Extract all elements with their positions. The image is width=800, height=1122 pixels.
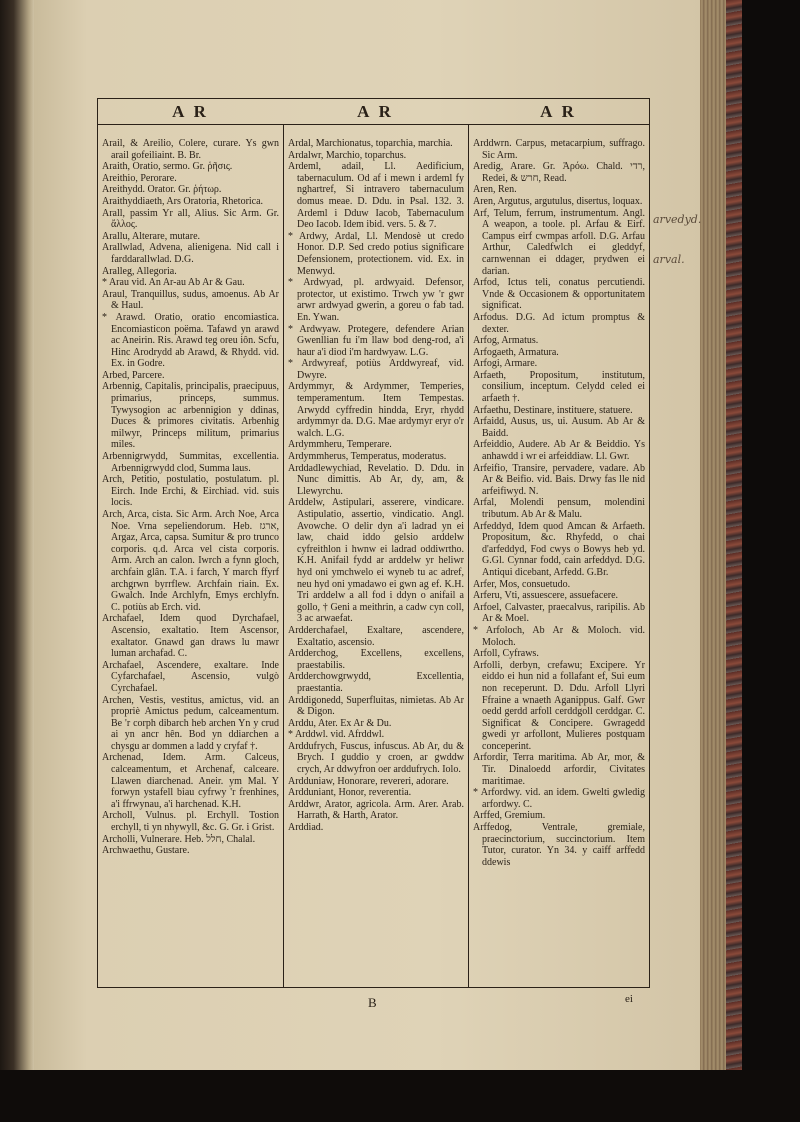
marbled-edge (726, 0, 742, 1070)
dictionary-entry: * Arfordwy. vid. an idem. Gwelti gwledig arfordwy. C. (473, 787, 645, 810)
dictionary-entry: Ardduniaw, Honorare, revereri, adorare. (288, 775, 449, 787)
dictionary-entry: Ardderchog, Excellens, excellens, praestabilis. (288, 648, 464, 671)
dictionary-entry: * Arau vid. An Ar-au Ab Ar & Gau. (102, 277, 245, 289)
dictionary-entry: Arfogi, Armare. (473, 358, 538, 370)
dictionary-entry: Archolli, Vulnerare. Heb. חלל, Chalal. (102, 833, 256, 845)
dictionary-entry: Ardeml, adail, Ll. Aedificium, tabernaculum. Od af i mewn i ardeml fy nghartref, Si intravero tabernaculum domus meae. D. Ddu. in Psal. 132. 3. Ardeml i Dduw Iacob, Tabernaculum Deo Iacob. Idem ibid. vers. 5. & 7. (288, 161, 464, 231)
dictionary-entry: Areithydd. Orator. Gr. ῥήτωρ. (102, 184, 222, 196)
margin-note: arvedyd. (653, 213, 702, 226)
margin-note: arval. (653, 253, 685, 266)
dictionary-entry: Ardymmherus, Temperatus, moderatus. (288, 451, 447, 463)
dictionary-entry: Arfolli, derbyn, crefawu; Excipere. Yr eiddo ei hun nid a follafant ef, Sui eum non receperunt. D. Ddu. Arfoll Llyri Ffraine a wnaeth Aganippus. Galf. Gwr oedd gerdd arfoll cerddgoll cerddgar. C. Significat & Concipere. Gwragedd gwedi yr arfollont, Mulieres postquam conceperint. (473, 659, 645, 752)
dictionary-column-1 (98, 126, 283, 983)
dictionary-entry: Arch, Petitio, postulatio, postulatum. pl. Eirch. Inde Erchi, & Eirchiad. vid. suis locis. (102, 474, 279, 509)
dictionary-entry: Ardal, Marchionatus, toparchia, marchia. (288, 138, 453, 149)
header-rule (98, 124, 649, 125)
dictionary-entry: Aralleg, Allegoria. (102, 265, 177, 277)
dictionary-entry: Arddufrych, Fuscus, infuscus. Ab Ar, du & Brych. I guddio y croen, ar gwddw crych, Ar ddwyfron oer arddufrych. Iolo. (288, 740, 464, 776)
dictionary-entry: Arfal, Molendi pensum, molendini tributum. Ab Ar & Malu. (473, 497, 645, 520)
dictionary-entry: Aredig, Arare. Gr. Ἀρόω. Chald. רדי, Redei, & חרש, Read. (473, 161, 645, 184)
dictionary-entry: Arddu, Ater. Ex Ar & Du. (288, 717, 392, 729)
dictionary-entry: Archoll, Vulnus. pl. Erchyll. Tostion erchyll, ti yn nhywyll, &c. G. Gr. i Grist. (102, 810, 279, 834)
signature-mark: B (368, 995, 377, 1010)
dictionary-entry: Arbennigrwydd, Summitas, excellentia. Arbennigrwydd clod, Summa laus. (102, 451, 279, 474)
dictionary-entry: Archenad, Idem. Arm. Calceus, calceamentum, et Archenaf, calceare. Llawen diarchenad. Aneir. ym Mal. Y forwyn ystafell biau cyfrwy 'r frenhines, a'i ffrwynau, a'i harchenad. K.H. (102, 752, 279, 810)
dictionary-entry: Arfogaeth, Armatura. (473, 346, 559, 358)
dictionary-entry: Archafael, Ascendere, exaltare. Inde Cyfarchafael, Ascensio, vulgò Cyrchafael. (102, 659, 279, 694)
dictionary-entry: Areithio, Perorare. (102, 172, 177, 184)
text-frame (97, 98, 650, 988)
dictionary-entry: Arallu, Alterare, mutare. (102, 230, 201, 242)
dictionary-entry: Araith, Oratio, sermo. Gr. ῥῆσις. (102, 161, 233, 173)
dictionary-entry: Araul, Tranquillus, sudus, amoenus. Ab Ar & Haul. (102, 288, 279, 312)
dictionary-entry: Arfaeth, Propositum, institutum, consilium, inceptum. Celydd celed ei arfaeth †. (473, 369, 645, 405)
running-head-3: A R (468, 99, 649, 125)
dictionary-entry: * Ardwyaw. Protegere, defendere Arian Gwenllian fu i'm llaw bod deng-rod, a'i haur a'i diod i'm hardwyaw. L.G. (288, 323, 464, 358)
dictionary-column-3 (469, 126, 649, 983)
dictionary-entry: Arddiad. (288, 822, 324, 834)
dictionary-entry: Arfaethu, Destinare, instituere, statuere. (473, 404, 633, 416)
dictionary-entry: Ardymmheru, Temperare. (288, 439, 392, 451)
dictionary-entry: Aren, Argutus, argutulus, disertus, loquax. (473, 195, 643, 207)
dictionary-entry: Arddigonedd, Superfluitas, nimietas. Ab Ar & Digon. (288, 694, 464, 718)
dictionary-entry: Arddwrn. Carpus, metacarpium, suffrago. Sic Arm. (473, 138, 645, 161)
dictionary-entry: Arfoel, Calvaster, praecalvus, raripilis. Ab Ar & Moel. (473, 601, 645, 625)
background-bottom (0, 1070, 800, 1122)
dictionary-entry: Arfordir, Terra maritima. Ab Ar, mor, & Tir. Dinaloedd arfordir, Civitates maritimae. (473, 752, 645, 787)
dictionary-entry: Arfodus. D.G. Ad ictum promptus & dexter. (473, 311, 645, 335)
dictionary-entry: * Arawd. Oratio, oratio encomiastica. Encomiasticon poëma. Tafawd yn arawd ac Aneirin. Ris. Arawd teg oreu iôn. Scfu, Hinc Arodrydd ab Arawd, & Rhydd. vid. Ex. in Godre. (102, 311, 279, 370)
dictionary-entry: Arfer, Mos, consuetudo. (473, 578, 571, 590)
dictionary-entry: Arall, passim Yr all, Alius. Sic Arm. Gr. ἄλλος. (102, 207, 279, 231)
dictionary-entry: * Ardwyreaf, potiùs Arddwyreaf, vid. Dwyre. (288, 358, 464, 381)
dictionary-entry: * Arfoloch, Ab Ar & Moloch. vid. Moloch. (473, 624, 645, 648)
dictionary-entry: Arch, Arca, cista. Sic Arm. Arch Noe, Arca Noe. Vrna sepeliendorum. Heb. ארגז, Argaz, Arca, capsa. Sumitur & pro trunco corporis. q.d. Arca vel cista corporis. Arm. Arch an calon. Iwrch a fynn gloch, archfain glân. T.A. i farch, Y march ffyrf archgrwn byrrflew. Archfain riain. Ex. Gwalch. Inde Archlyfn, Emys erchlyfn. C. potiùs ab Erch. vid. (102, 509, 279, 613)
dictionary-entry: Arfog, Armatus. (473, 335, 539, 347)
dictionary-entry: Arf, Telum, ferrum, instrumentum. Angl. A weapon, a toole. pl. Arfau & Eirf. Campus eirf cwmpas arfoll. D.G. Arfau Arthur, Caledfwlch ei gleddyf, carnwennan ei ddager, prydwen ei darian. (473, 207, 645, 277)
dictionary-entry: Arbennig, Capitalis, principalis, praecipuus, primarius, princeps, summus. Tywysogion ac arbennigion y ddinas, Duces & primores civitatis. Arbenhig milwyr, Princeps militum, primarius miles. (102, 381, 279, 451)
dictionary-entry: * Arddwl. vid. Afrddwl. (288, 729, 385, 741)
background-right (742, 0, 800, 1122)
dictionary-entry: Ardderchafael, Exaltare, ascendere, Exaltatio, ascensio. (288, 624, 464, 648)
dictionary-entry: Arffedog, Ventrale, gremiale, praecinctorium, succinctorium. Item Tutor, curator. Yn 34. y caiff arffedd ddewis (473, 822, 645, 868)
dictionary-entry: Arffed, Gremium. (473, 810, 546, 822)
dictionary-entry: Arail, & Areilio, Colere, curare. Ys gwn arail gofeiliaint. B. Br. (102, 138, 279, 161)
dictionary-entry: Arddwr, Arator, agricola. Arm. Arer. Arab. Harrath, & Harth, Arator. (288, 798, 464, 822)
running-head-1: A R (98, 99, 283, 125)
dictionary-entry: * Ardwyad, pl. ardwyaid. Defensor, protector, ut existimo. Trwch yw 'r gwr arwr ardwyad gwerin, a goreu o fab tad. En. Ywan. (288, 277, 464, 323)
dictionary-entry: Arfeddyd, Idem quod Amcan & Arfaeth. Propositum, &c. Rhyfedd, o chai d'arfeddyd, Fod cwys o Bowys heb yd. G.Gl. Cynnar fodd, cain arfeddyd. D.G. Antiqui dicebant, Arfedd. G.Br. (473, 520, 645, 578)
dictionary-entry: Arallwlad, Advena, alienigena. Nid call i farddarallwlad. D.G. (102, 242, 279, 265)
catchword: ei (625, 993, 633, 1005)
dictionary-entry: Archwaethu, Gustare. (102, 845, 190, 857)
book-spine-edge (0, 0, 34, 1122)
dictionary-entry: Ardalwr, Marchio, toparchus. (288, 149, 407, 161)
dictionary-entry: Ardduniant, Honor, reverentia. (288, 787, 412, 799)
running-head-2: A R (283, 99, 468, 125)
dictionary-entry: Aren, Ren. (473, 184, 517, 196)
dictionary-entry: Araithyddiaeth, Ars Oratoria, Rhetorica. (102, 195, 264, 207)
dictionary-entry: Ardymmyr, & Ardymmer, Temperies, temperamentum. Item Tempestas. Arwydd cyffredin hindda, Eryr, rhydd ardymmyr da. D.G. Mae ardymyr eryr o'r walch. L.G. (288, 381, 464, 439)
dictionary-entry: Archen, Vestis, vestitus, amictus, vid. an propriè Amictus pedum, calceamentum. Be 'r corph dibarch heb archen Yn y crud ai yn ancr hên. Bod yn ddiarchen a chysgu ar dommen a ladd y cryfaf †. (102, 694, 279, 752)
dictionary-entry: * Ardwy, Ardal, Ll. Mendosè ut credo Honor. D.P. Sed credo potius significare Defensionem, protectionem. vid. Ex. in Menwyd. (288, 230, 464, 277)
dictionary-entry: Arfeiddio, Audere. Ab Ar & Beiddio. Ys anhawdd i wr ei arfeiddiaw. Ll. Gwr. (473, 439, 645, 463)
dictionary-entry: Arbed, Parcere. (102, 369, 165, 381)
dictionary-entry: Arfod, Ictus teli, conatus percutiendi. Vnde & Occasionem & opportunitatem significat. (473, 277, 645, 312)
dictionary-entry: Archafael, Idem quod Dyrchafael, Ascensio, exaltatio. Item Ascensor, exaltator. Gnawd gan draws lu mawr luman archafad. C. (102, 613, 279, 660)
dictionary-entry: Arfoll, Cyfraws. (473, 648, 539, 660)
dictionary-entry: Arddelw, Astipulari, asserere, vindicare. Astipulatio, assertio, vindicatio. Angl. Avowche. O delir dyn a'i ladrad yn ei law, chaid iddo gelsio arddelw cyfreithlon i hwnw ei ladrad oddiwrtho. K.H. Anifail fydd ar arddelw yr heliwr hyd oni ymchwelo ei wyneb tu ac adref, neu hyd oni ymadawo ei gwn ag ef. K.H. Tri arddelw a all fod i ddyn o anifail a gollo, † Geni a meithrin, a cadw cyn coll, 3 ac arwaefat. (288, 497, 464, 625)
dictionary-entry: Arfaidd, Ausus, us, ui. Ausum. Ab Ar & Baidd. (473, 416, 645, 439)
dictionary-entry: Arferu, Vti, assuescere, assuefacere. (473, 590, 619, 602)
dictionary-entry: Arfeifio, Transire, pervadere, vadare. Ab Ar & Beifio. vid. Bais. Drwy fas lle nid arfeifiwyd. N. (473, 462, 645, 497)
dictionary-entry: Arddadlewychiad, Revelatio. D. Ddu. in Nunc dimittis. Ab Ar, dy, am, & Llewyrchu. (288, 462, 464, 497)
page-edges (700, 0, 726, 1070)
dictionary-column-2 (284, 126, 468, 983)
dictionary-entry: Ardderchowgrwydd, Excellentia, praestantia. (288, 671, 464, 694)
